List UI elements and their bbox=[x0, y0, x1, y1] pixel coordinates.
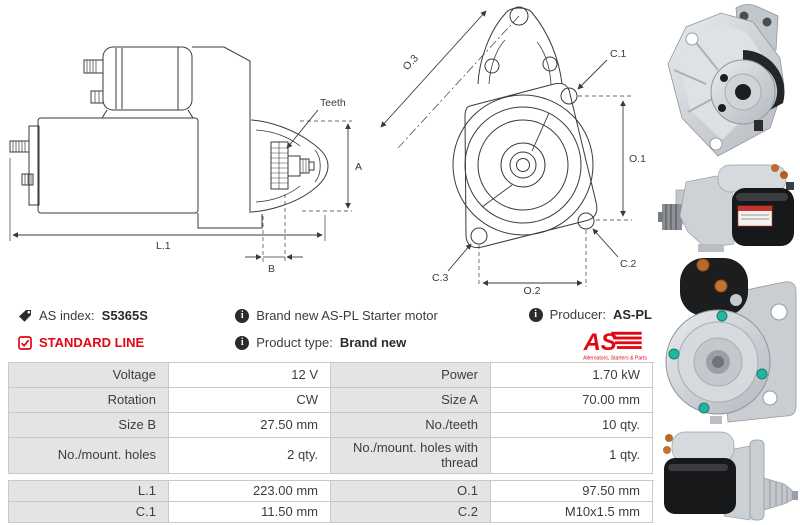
as-logo-subtext: Alternators, Starters & Parts bbox=[583, 355, 647, 362]
as-pl-logo bbox=[578, 328, 652, 362]
spec-value: 12 V bbox=[169, 363, 331, 388]
info-icon bbox=[235, 336, 249, 350]
photo-column bbox=[658, 0, 800, 525]
checked-checkbox-icon bbox=[18, 336, 32, 350]
as-logo-text: AS bbox=[583, 328, 617, 356]
info-icon bbox=[235, 309, 249, 323]
info-icon bbox=[529, 308, 543, 322]
spec-label: No./mount. holes bbox=[9, 438, 169, 474]
spec-value: 223.00 mm bbox=[169, 481, 331, 502]
spec-label: Voltage bbox=[9, 363, 169, 388]
product-info-bar bbox=[0, 296, 658, 362]
spec-label: Rotation bbox=[9, 388, 169, 413]
spec-value: 11.50 mm bbox=[169, 502, 331, 523]
technical-drawings bbox=[0, 0, 658, 296]
photo-rear-view[interactable] bbox=[658, 256, 800, 428]
info-col-index bbox=[18, 302, 235, 362]
as-index-line bbox=[18, 302, 235, 329]
spec-value: 1 qty. bbox=[491, 438, 653, 474]
dim-label-c3: C.3 bbox=[432, 272, 449, 284]
producer-value: AS-PL bbox=[613, 307, 652, 323]
info-col-product bbox=[235, 302, 528, 362]
spec-label: Size A bbox=[331, 388, 491, 413]
photo-front-flange-view[interactable] bbox=[658, 0, 800, 157]
product-type-label: Product type: bbox=[256, 335, 333, 350]
dim-label-o2: O.2 bbox=[523, 285, 541, 296]
brand-new-line bbox=[235, 302, 528, 329]
spec-value: 1.70 kW bbox=[491, 363, 653, 388]
spec-value: CW bbox=[169, 388, 331, 413]
standard-line bbox=[18, 329, 235, 356]
producer-label: Producer: bbox=[549, 307, 606, 323]
producer-line bbox=[529, 302, 652, 328]
tag-icon bbox=[18, 309, 32, 323]
dim-label-o1: O.1 bbox=[629, 153, 646, 165]
spec-label: No./mount. holes with thread bbox=[331, 438, 491, 474]
spec-label: Power bbox=[331, 363, 491, 388]
dim-label-c1: C.1 bbox=[610, 48, 627, 60]
standard-line-label: STANDARD LINE bbox=[39, 335, 145, 350]
label-teeth: Teeth bbox=[320, 97, 346, 109]
brand-new-text: Brand new AS-PL Starter motor bbox=[256, 308, 438, 323]
spec-value: 97.50 mm bbox=[491, 481, 653, 502]
photo-drive-side-view[interactable] bbox=[658, 428, 800, 525]
spec-label: No./teeth bbox=[331, 413, 491, 438]
spec-value: 70.00 mm bbox=[491, 388, 653, 413]
photo-side-view[interactable] bbox=[658, 160, 800, 256]
info-col-producer bbox=[529, 302, 658, 362]
product-type-line bbox=[235, 329, 528, 356]
product-type-value: Brand new bbox=[339, 335, 407, 350]
spec-value: 10 qty. bbox=[491, 413, 653, 438]
drawing-side-view bbox=[0, 0, 365, 296]
spec-label: C.2 bbox=[331, 502, 491, 523]
as-index-label: AS index: bbox=[39, 308, 95, 323]
dim-label-a: A bbox=[355, 161, 363, 173]
spec-table bbox=[8, 362, 654, 523]
spec-value: 2 qty. bbox=[169, 438, 331, 474]
spec-value: 27.50 mm bbox=[169, 413, 331, 438]
drawing-front-view bbox=[358, 0, 658, 296]
spec-value: M10x1.5 mm bbox=[491, 502, 653, 523]
dimension-lines bbox=[381, 11, 632, 287]
spec-label: L.1 bbox=[9, 481, 169, 502]
spec-table-main-section bbox=[8, 362, 654, 474]
dim-label-l1: L.1 bbox=[156, 240, 171, 252]
spec-label: O.1 bbox=[331, 481, 491, 502]
dim-label-o3: O.3 bbox=[400, 52, 421, 73]
spec-label: Size B bbox=[9, 413, 169, 438]
spec-label: C.1 bbox=[9, 502, 169, 523]
dim-label-c2: C.2 bbox=[620, 258, 637, 270]
spec-table-dimensions-section bbox=[8, 480, 654, 523]
dim-label-b: B bbox=[268, 263, 276, 275]
as-index-value: S5365S bbox=[101, 308, 148, 323]
dimension-lines bbox=[10, 110, 352, 262]
